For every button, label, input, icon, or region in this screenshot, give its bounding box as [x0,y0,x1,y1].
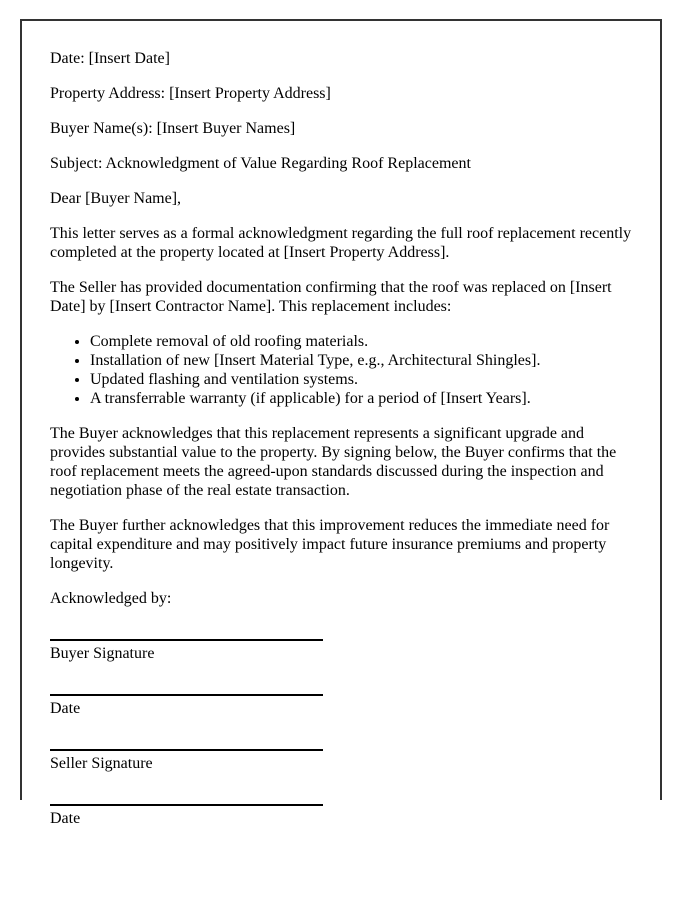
paragraph-further-acknowledgment: The Buyer further acknowledges that this improvement reduces the immediate need for capital expenditure and may positively impact future insurance premiums and property longevity. [50,517,610,572]
buyer-signature-block [50,639,632,663]
acknowledged-by-label: Acknowledged by: [50,590,172,607]
list-item: • Complete removal of old roofing materials. [90,332,632,351]
paragraph-acknowledgment: The Buyer acknowledges that this replacement represents a significant upgrade and provides substantial value to the property. By signing below, the Buyer confirms that the roof replacement meets the agreed-upon standards discussed during the inspection and negotiation phase of the real estate transaction. [50,425,617,499]
buyer-signature-label: Buyer Signature [50,645,155,662]
paragraph-documentation: The Seller has provided documentation confirming that the roof was replaced on [Insert Date] by [Insert Contractor Name]. This replacement includes: [50,279,612,315]
buyer-date-block [50,694,632,718]
buyer-date-line [50,694,323,696]
list-item: • A transferrable warranty (if applicable) for a period of [Insert Years]. [90,389,632,408]
buyer-date-label: Date [50,700,81,717]
subject-line: Subject: Acknowledgment of Value Regarding Roof Replacement [50,155,471,172]
seller-signature-line [50,749,323,751]
seller-signature-label: Seller Signature [50,755,153,772]
seller-date-label: Date [50,810,81,827]
seller-date-line [50,804,323,806]
letter-page [20,19,662,827]
seller-signature-block [50,749,632,773]
buyer-names-line: Buyer Name(s): [Insert Buyer Names] [50,120,296,137]
seller-date-block [50,804,632,828]
list-item: • Installation of new [Insert Material Type, e.g., Architectural Shingles]. [90,351,632,370]
paragraph-intro: This letter serves as a formal acknowledgment regarding the full roof replacement recently completed at the property located at [Insert Property Address]. [50,225,632,261]
replacement-includes-list [50,332,632,408]
property-address-line: Property Address: [Insert Property Address] [50,85,331,102]
salutation: Dear [Buyer Name], [50,190,182,207]
list-item: • Updated flashing and ventilation systems. [90,370,632,389]
date-line: Date: [Insert Date] [50,50,170,67]
buyer-signature-line [50,639,323,641]
